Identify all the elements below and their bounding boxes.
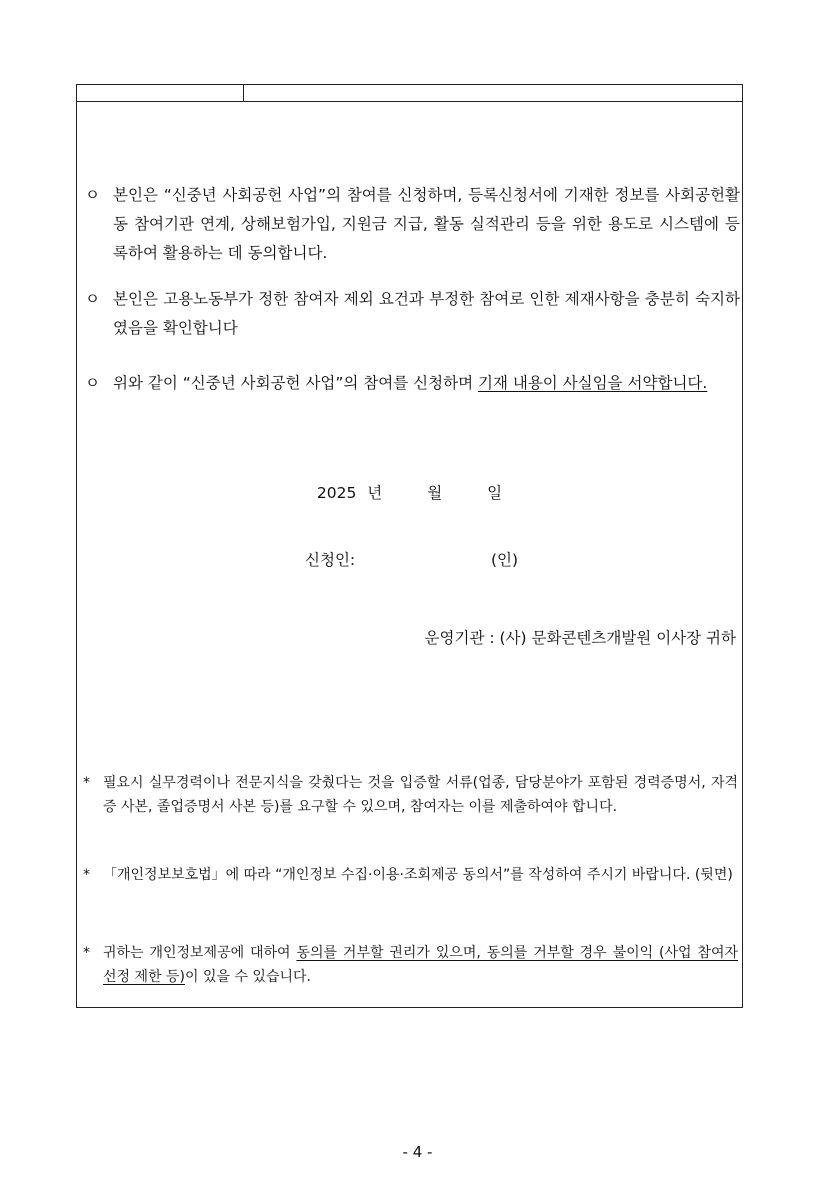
date-year-unit: 년 xyxy=(367,484,383,502)
note-text-3-plain: 귀하는 개인정보제공에 대하여 xyxy=(103,945,297,961)
note-text-3 xyxy=(103,941,738,989)
bullet-icon: ㅇ xyxy=(85,374,100,392)
consent-text-3 xyxy=(113,369,740,398)
note-text-3-underlined: 동의를 거부할 권리가 있으며, 동의를 거부할 경우 불이익 (사업 참여자 선정 제한 등) xyxy=(103,945,738,985)
consent-text-1: 본인은 “신중년 사회공헌 사업”의 참여를 신청하며, 등록신청서에 기재한 정보를 사회공헌활동 참여기관 연계, 상해보험가입, 지원금 지급, 활동 실적관리 등을 위한 용도로 시스템에 등록하여 활용하는 데 동의합니다. xyxy=(113,186,740,262)
consent-item-3 xyxy=(85,369,740,398)
note-text-1: 필요시 실무경력이나 전문지식을 갖췄다는 것을 입증할 서류(업종, 담당분야가 포함된 경력증명서, 자격증 사본, 졸업증명서 사본 등)를 요구할 수 있으며, 참여자는 이를 제출하여야 합니다. xyxy=(103,775,738,815)
header-row xyxy=(77,85,742,102)
applicant-seal: (인) xyxy=(491,551,519,569)
note-3 xyxy=(83,941,738,989)
consent-text-3-plain: 위와 같이 “신중년 사회공헌 사업”의 참여를 신청하며 xyxy=(113,374,478,392)
page-number: - 4 - xyxy=(402,1143,433,1161)
date-year: 2025 xyxy=(316,484,357,502)
consent-item-1 xyxy=(85,181,740,268)
consent-item-2 xyxy=(85,285,740,343)
date-month-unit: 월 xyxy=(427,484,443,502)
applicant-label: 신청인: xyxy=(305,551,356,569)
note-text-3-tail: 이 있을 수 있습니다. xyxy=(184,969,311,985)
note-2 xyxy=(83,863,738,887)
asterisk-icon: * xyxy=(83,775,90,791)
form-frame xyxy=(76,84,743,1008)
date-day-unit: 일 xyxy=(487,484,503,502)
asterisk-icon: * xyxy=(83,867,90,883)
date-line xyxy=(77,481,742,503)
bullet-icon: ㅇ xyxy=(85,186,100,204)
consent-text-2: 본인은 고용노동부가 정한 참여자 제외 요건과 부정한 참여로 인한 제재사항을 충분히 숙지하였음을 확인합니다 xyxy=(113,290,740,337)
header-divider xyxy=(243,85,244,101)
organization-line: 운영기관 : (사) 문화콘텐츠개발원 이사장 귀하 xyxy=(424,629,736,647)
bullet-icon: ㅇ xyxy=(85,290,100,308)
note-1 xyxy=(83,771,738,819)
asterisk-icon: * xyxy=(83,945,90,961)
note-text-2: 「개인정보보호법」에 따라 “개인정보 수집·이용·조회제공 동의서”를 작성하여 주시기 바랍니다. (뒷면) xyxy=(103,867,733,883)
consent-text-3-underlined: 기재 내용이 사실임을 서약합니다. xyxy=(477,374,708,392)
